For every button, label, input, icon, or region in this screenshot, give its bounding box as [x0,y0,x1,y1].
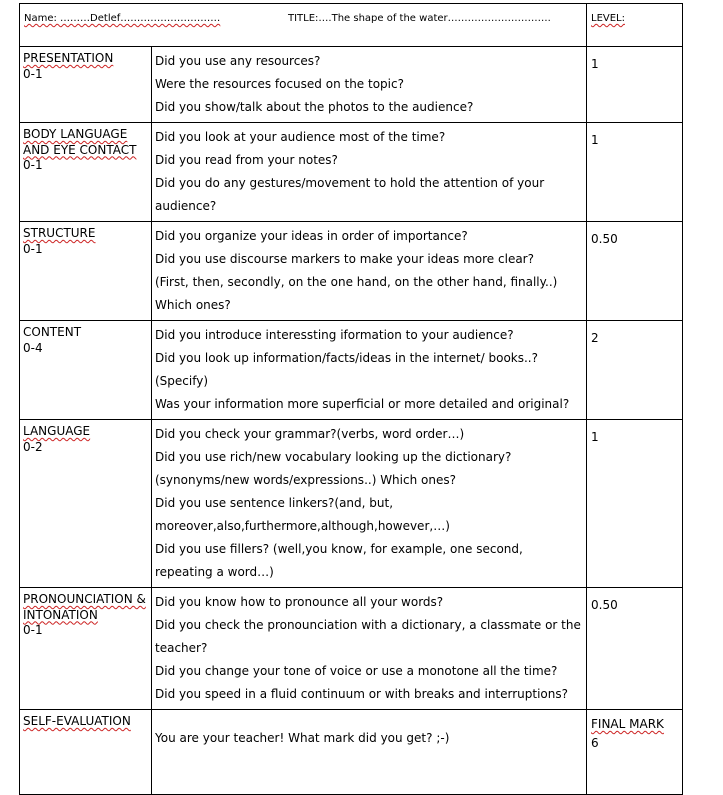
question: Did you do any gestures/movement to hold the attention of your audience? [155,176,545,213]
header-level-cell [587,4,683,47]
category-label: SELF-EVALUATION [23,714,131,728]
final-mark-value: 6 [591,736,599,750]
question: Did you look at your audience most of the time? [155,130,446,144]
category-cell [20,123,152,222]
category-cell [20,321,152,420]
level-cell [587,588,683,710]
question: Did you organize your ideas in order of importance? [155,229,468,243]
category-range: 0-1 [23,158,43,172]
presentation-title: TITLE:….The shape of the water…………………………. [288,13,551,24]
question: Did you use sentence linkers?(and, but, [155,496,394,510]
level-value: 1 [591,430,599,444]
question: Did you show/talk about the photos to the audience? [155,100,474,114]
level-cell [587,47,683,123]
category-range: 0-2 [23,439,43,454]
rubric-row-structure [20,222,683,321]
rubric-table [19,3,683,795]
rubric-row-language [20,420,683,588]
question: Did you use discourse markers to make your ideas more clear? [155,252,534,266]
level-cell [587,222,683,321]
category-range: 0-1 [23,241,43,256]
question: Which ones? [155,298,231,312]
rubric-row-content [20,321,683,420]
question: moreover,also,furthermore,although,however,…) [155,519,450,533]
question: (synonyms/new words/expressions..) Which ones? [155,473,456,487]
questions-cell [152,123,587,222]
question: Were the resources focused on the topic? [155,77,404,91]
level-value: 0.50 [591,232,618,246]
category-cell [20,710,152,795]
category-label: PRESENTATION [23,51,114,65]
header-name-title-cell [20,4,587,47]
questions-cell [152,47,587,123]
category-label: PRONOUNCIATION & INTONATION [23,592,146,622]
category-range: 0-1 [23,66,43,81]
header-row [20,4,683,47]
question: Did you read from your notes? [155,153,338,167]
category-cell [20,420,152,588]
question: Did you know how to pronounce all your words? [155,595,444,609]
level-value: 0.50 [591,598,618,612]
questions-cell [152,420,587,588]
question: Did you use any resources? [155,54,321,68]
rubric-row-pronounciation [20,588,683,710]
level-cell [587,420,683,588]
category-cell [20,588,152,710]
questions-cell [152,588,587,710]
category-label: LANGUAGE [23,424,91,438]
category-label: CONTENT [23,325,82,339]
category-cell [20,222,152,321]
level-value: 2 [591,331,599,345]
category-range: 0-1 [23,623,43,637]
rubric-row-presentation [20,47,683,123]
question: Did you use rich/new vocabulary looking up the dictionary? [155,450,512,464]
questions-cell [152,222,587,321]
question: repeating a word…) [155,565,274,579]
questions-cell [152,321,587,420]
question: Did you check the pronounciation with a dictionary, a classmate or the teacher? [155,618,581,655]
student-name: Name: ………Detlef………………………… [24,13,221,24]
category-range: 0-4 [23,340,43,355]
question: Did you change your tone of voice or use a monotone all the time? [155,664,558,678]
level-value: 1 [591,133,599,147]
rubric-row-body-language [20,123,683,222]
question: Did you speed in a fluid continuum or with breaks and interruptions? [155,687,568,701]
question: Did you check your grammar?(verbs, word order…) [155,427,465,441]
question: (First, then, secondly, on the one hand, on the other hand, finally..) [155,275,558,289]
level-header: LEVEL: [591,13,625,24]
question: Did you use fillers? (well,you know, for example, one second, [155,542,523,556]
level-cell [587,321,683,420]
category-label: BODY LANGUAGE AND EYE CONTACT [23,127,137,157]
category-cell [20,47,152,123]
level-cell [587,123,683,222]
level-value: 1 [591,57,599,71]
category-label: STRUCTURE [23,226,96,240]
rubric-row-self-evaluation [20,710,683,795]
self-evaluation-text: You are your teacher! What mark did you get? ;-) [155,731,450,745]
question: Did you introduce interessting iformation to your audience? [155,328,514,342]
question: (Specify) [155,374,209,388]
question: Was your information more superficial or more detailed and original? [155,397,570,411]
final-mark-label: FINAL MARK [591,717,664,731]
final-mark-cell [587,710,683,795]
question: Did you look up information/facts/ideas in the internet/ books..? [155,351,538,365]
self-evaluation-cell [152,710,587,795]
